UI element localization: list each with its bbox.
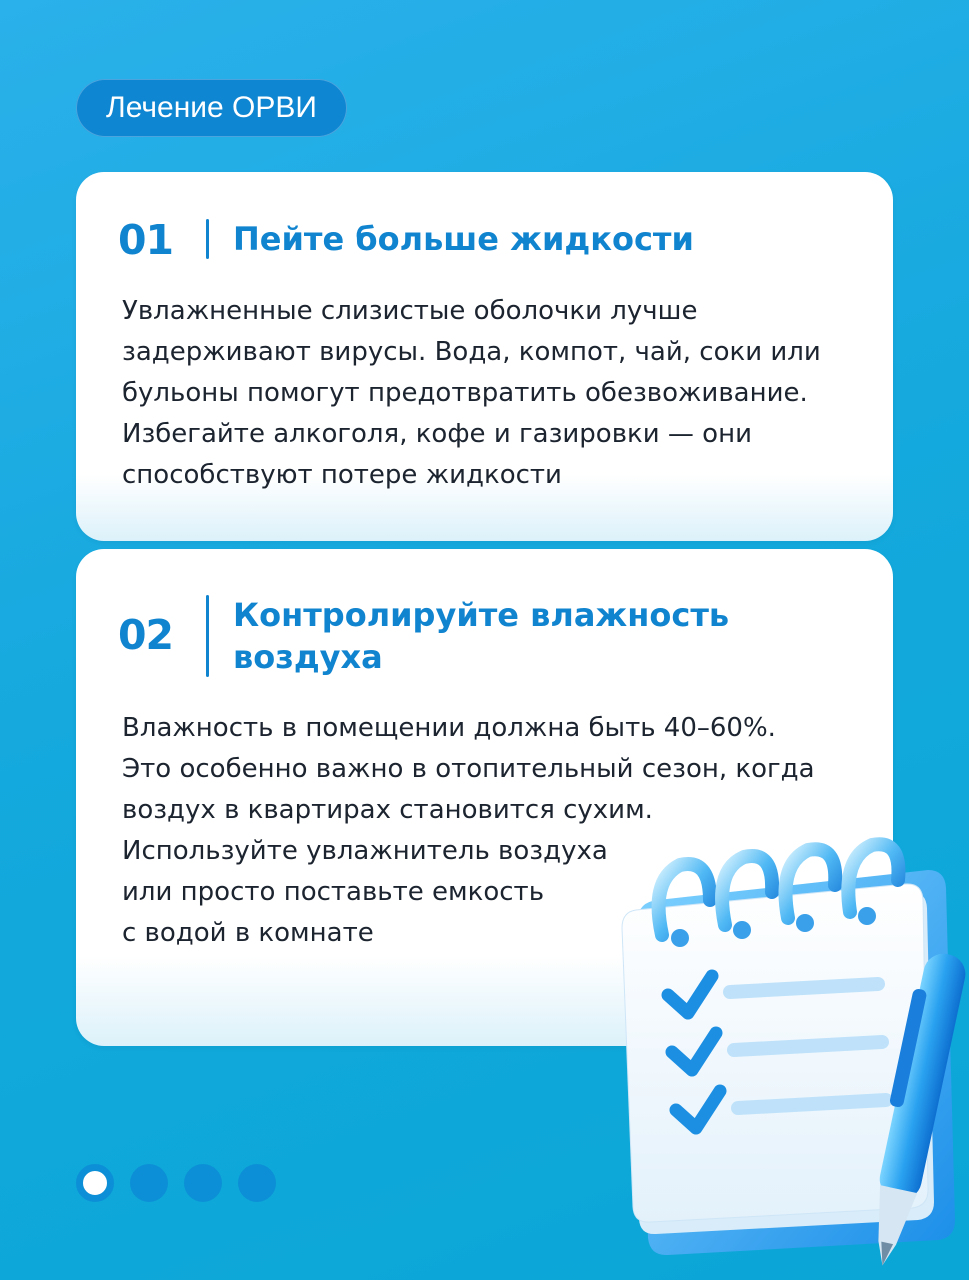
- pagination: [76, 1164, 276, 1202]
- tip-body-line: Это особенно важно в отопительный сезон, когда: [122, 754, 815, 784]
- tip-title-line: Пейте больше жидкости: [233, 220, 694, 258]
- pagination-dot-active[interactable]: [76, 1164, 114, 1202]
- tip-number: 02: [118, 611, 174, 659]
- tip-body-line: Используйте увлажнитель воздуха: [122, 836, 608, 866]
- topic-tag: [76, 79, 347, 137]
- tip-body-line: Избегайте алкоголя, кофе и газировки — они: [122, 419, 752, 449]
- pagination-dot[interactable]: [184, 1164, 222, 1202]
- pagination-dot[interactable]: [238, 1164, 276, 1202]
- tip-title-line: воздуха: [233, 638, 383, 676]
- tip-body: [122, 291, 821, 496]
- tip-body-line: с водой в комнате: [122, 918, 374, 948]
- tip-body-line: способствуют потере жидкости: [122, 460, 562, 490]
- pagination-dot[interactable]: [130, 1164, 168, 1202]
- tip-title: [233, 218, 694, 260]
- tip-body-line: Увлажненные слизистые оболочки лучше: [122, 296, 698, 326]
- tip-body-line: задерживают вирусы. Вода, компот, чай, соки или: [122, 337, 821, 367]
- topic-tag-label: Лечение ОРВИ: [106, 91, 317, 124]
- checklist-notepad-with-pen-icon: [610, 830, 969, 1280]
- tip-body-line: или просто поставьте емкость: [122, 877, 545, 907]
- tip-body-line: Влажность в помещении должна быть 40–60%.: [122, 713, 776, 743]
- tip-number: 01: [118, 216, 174, 264]
- tip-body-line: воздух в квартирах становится сухим.: [122, 795, 653, 825]
- tip-body-line: бульоны помогут предотвратить обезвоживание.: [122, 378, 808, 408]
- tip-divider: [206, 219, 209, 259]
- tip-card-1: [76, 172, 893, 541]
- tip-title-line: Контролируйте влажность: [233, 596, 730, 634]
- tip-title: [233, 594, 729, 678]
- tip-divider: [206, 595, 209, 677]
